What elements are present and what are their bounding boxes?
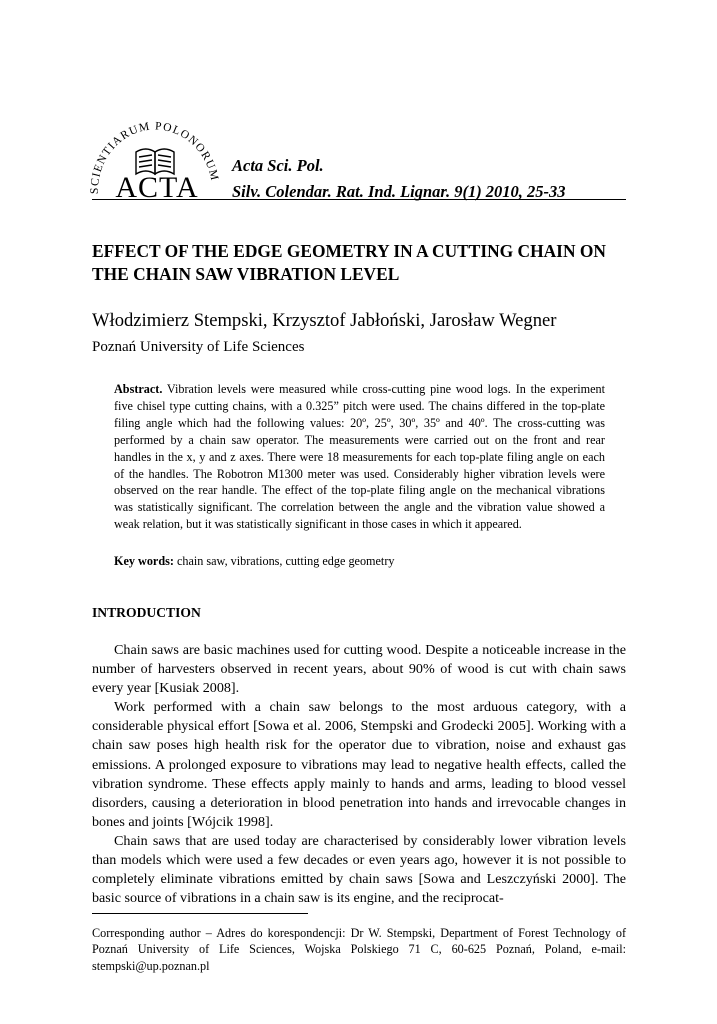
logo-word: ACTA — [115, 171, 199, 204]
article-authors: Włodzimierz Stempski, Krzysztof Jabłoński, Jarosław Wegner — [92, 310, 557, 331]
journal-logo — [86, 110, 226, 206]
paragraph: Chain saws that are used today are characterised by considerably lower vibration levels than models which were used a few decades or even years ago, however it is not possible to completely eliminate vibrations emitted by chain saws [Sowa and Leszczyński 2000]. The basic source of vibrations in a chain saw is its engine, and the reciprocat- — [92, 832, 626, 907]
keywords-text: chain saw, vibrations, cutting edge geometry — [176, 554, 395, 568]
abstract-text: Vibration levels were measured while cross-cutting pine wood logs. In the experiment five chisel type cutting chains, with a 0.325” pitch were used. The chains differed in the top-plate filing angle which had the following values: 20º, 25º, 30º, 35º and 40º. The cross-cutting was performed by a chain saw operator. The measurements were carried out on the front and rear handles in the x, y and z axes. There were 18 measurements for each top-plate filing angle on each of the handles. The Robotron M1300 meter was used. Considerably higher vibration levels were observed on the rear handle. The effect of the top-plate filing angle on the mechanical vibrations was statistically significant. The correlation between the angle and the vibration value showed a weak relation, but it was statistically significant in those cases in which it appeared. — [114, 382, 606, 532]
author-affiliation: Poznań University of Life Sciences — [92, 339, 305, 355]
section-heading: INTRODUCTION — [92, 605, 201, 620]
abstract-label: Abstract. — [114, 382, 163, 396]
keywords — [114, 553, 605, 569]
journal-volume: Silv. Colendar. Rat. Ind. Lignar. 9(1) 2010, 25-33 — [232, 182, 566, 201]
corresponding-author-footnote: Corresponding author – Adres do korespondencji: Dr W. Stempski, Department of Forest Technology of Poznań University of Life Sciences, Wojska Polskiego 71 C, 60-625 Poznań, Poland, e-mail: stempski@up.poznan.pl — [92, 926, 626, 973]
journal-citation — [232, 153, 566, 205]
footnote-divider — [92, 913, 308, 914]
journal-name: Acta Sci. Pol. — [232, 156, 324, 175]
logo-arc-text: SCIENTIARUM POLONORUM — [88, 120, 221, 195]
paragraph: Chain saws are basic machines used for cutting wood. Despite a noticeable increase in the number of harvesters observed in recent years, about 90% of wood is cut with chain saws every year [Kusiak 2008]. — [92, 642, 626, 697]
abstract — [114, 381, 605, 533]
header-divider — [92, 199, 626, 200]
paragraph: Work performed with a chain saw belongs to the most arduous category, with a considerable physical effort [Sowa et al. 2006, Stempski and Grodecki 2005]. Working with a chain saw poses high health risk for the operator due to vibration, noise and exhaust gas emissions. A prolonged exposure to vibrations may lead to negative health effects, called the vibration syndrome. These effects apply mainly to hands and arms, leading to blood vessel disorders, causing a deterioration in blood penetration into hands and irrevocable changes in bones and joints [Wójcik 1998]. — [92, 699, 626, 830]
keywords-label: Key words: — [114, 554, 174, 568]
introduction-body — [92, 641, 626, 908]
article-title: EFFECT OF THE EDGE GEOMETRY IN A CUTTING CHAIN ON THE CHAIN SAW VIBRATION LEVEL — [92, 241, 606, 284]
